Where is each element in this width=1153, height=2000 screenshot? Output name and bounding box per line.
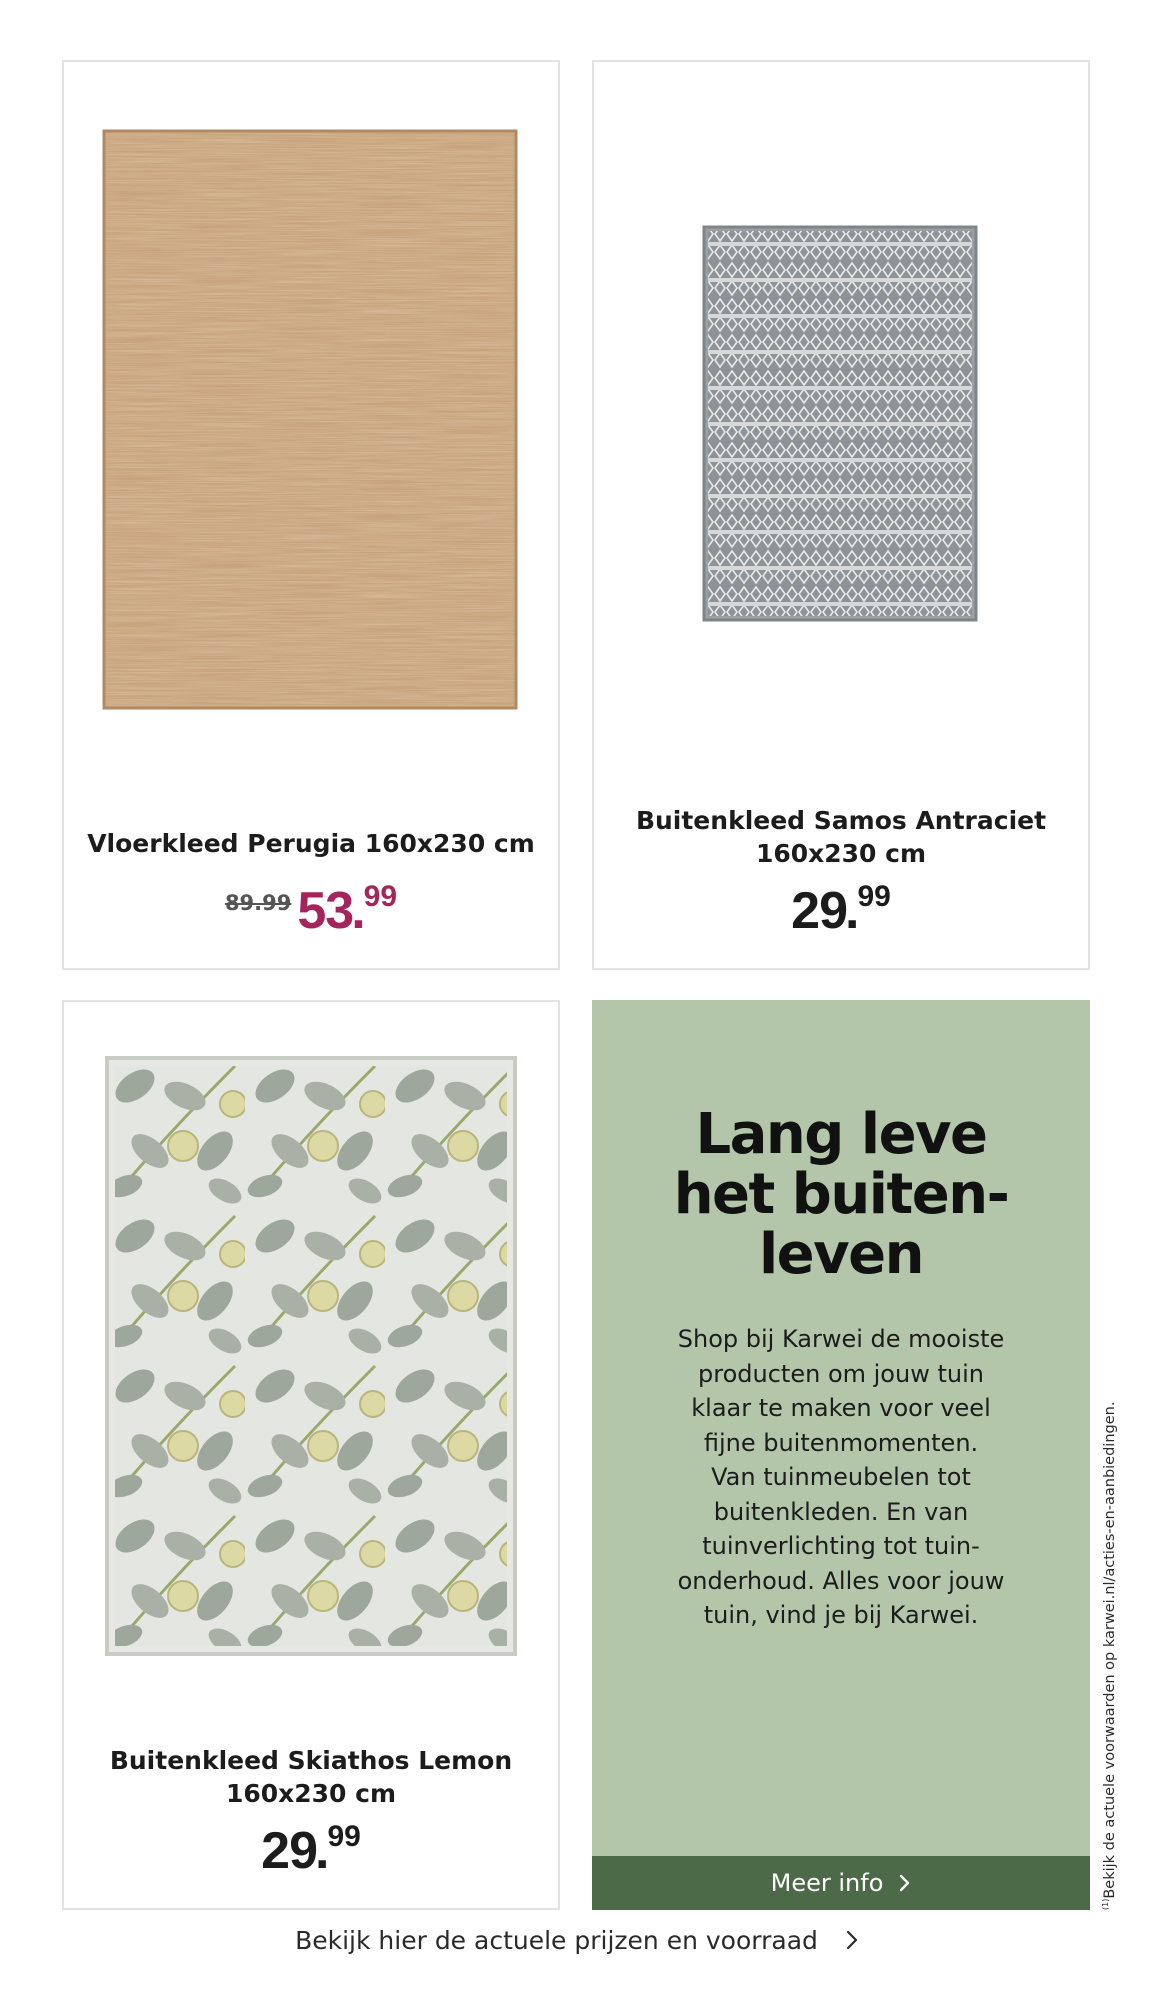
price (594, 880, 1088, 941)
price-separator: . (351, 882, 366, 940)
price-cents: 99 (327, 1820, 361, 1853)
price-main: 53 (297, 882, 354, 940)
actuele-prijzen-link[interactable] (0, 1920, 1153, 1960)
actuele-prijzen-label: Bekijk hier de actuele prijzen en voorraad (295, 1925, 818, 1955)
product-image-samos-rug[interactable] (702, 225, 978, 622)
product-card-skiathos[interactable] (62, 1000, 560, 1910)
meer-info-label: Meer info (770, 1869, 884, 1897)
promo-panel (592, 1000, 1090, 1910)
price-main: 29 (791, 882, 847, 940)
product-card-samos[interactable] (592, 60, 1090, 970)
product-title[interactable]: Vloerkleed Perugia 160x230 cm (87, 829, 535, 858)
product-card-perugia[interactable] (62, 60, 560, 970)
product-image-skiathos-lemon-rug[interactable] (105, 1056, 517, 1656)
footnote-marker: (1) (1101, 1898, 1110, 1910)
product-image-perugia-rug[interactable] (100, 127, 520, 712)
price (64, 880, 558, 941)
disclaimer-note (1096, 1330, 1120, 1910)
promo-heading: Lang leve het buiten- leven (673, 1102, 1009, 1287)
chevron-right-icon (846, 1930, 858, 1950)
old-price: 89.99 (224, 891, 292, 915)
price-cents: 99 (857, 880, 891, 913)
price (64, 1820, 558, 1881)
chevron-right-icon (899, 1874, 911, 1892)
product-title[interactable]: Buitenkleed Samos Antraciet 160x230 cm (635, 806, 1047, 868)
price-main: 29 (261, 1822, 317, 1880)
promo-body-text: Shop bij Karwei de mooiste producten om jouw tuin klaar te maken voor veel fijne buitenmomenten. Van tuinmeubelen tot buitenkleden. En van tuinverlichting tot tuin- onderhoud. Alles voor jouw tuin, vind je bij Karwei. (677, 1325, 1005, 1629)
meer-info-button[interactable] (592, 1856, 1090, 1910)
price-separator: . (315, 1822, 330, 1880)
product-title[interactable]: Buitenkleed Skiathos Lemon 160x230 cm (109, 1746, 513, 1808)
price-cents: 99 (363, 880, 398, 913)
price-separator: . (845, 882, 860, 940)
disclaimer-text: Bekijk de actuele voorwaarden op karwei.nl/acties-en-aanbiedingen. (1101, 1401, 1118, 1899)
